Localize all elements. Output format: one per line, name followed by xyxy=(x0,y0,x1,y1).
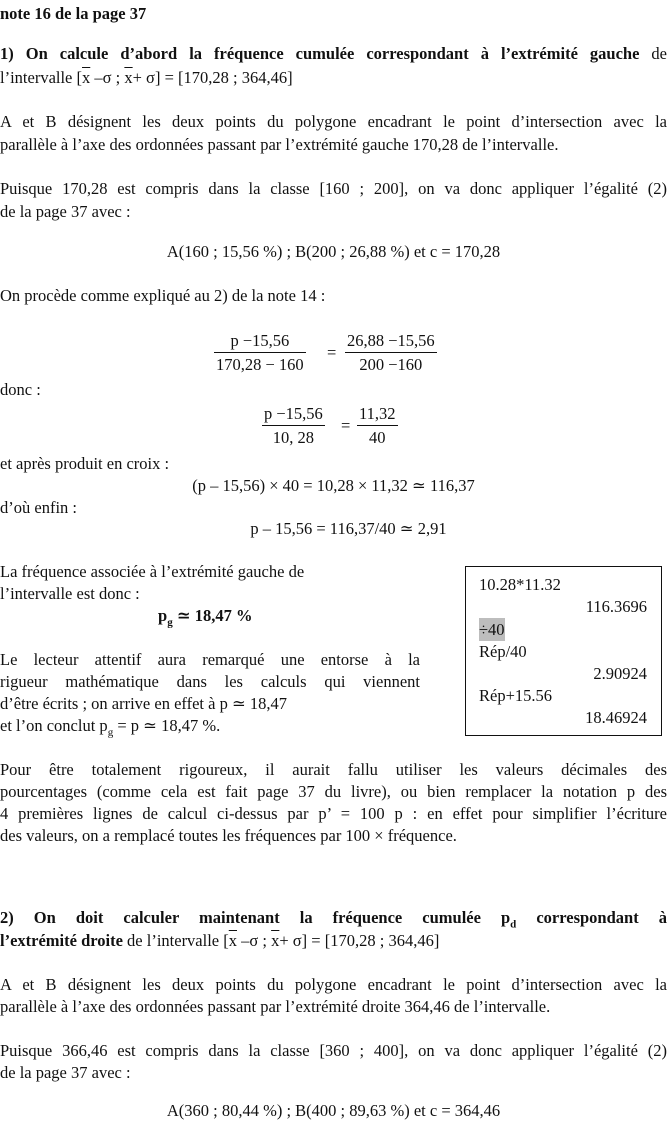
cross-product: (p – 15,56) × 40 = 10,28 × 11,32 ≃ 116,37 xyxy=(192,476,475,495)
lecteur-line1: Le lecteur attentif aura remarqué une entorse à la xyxy=(0,650,420,669)
apres-label: et après produit en croix : xyxy=(0,454,170,473)
section1-para-line2: parallèle à l’axe des ordonnées passant par l’extrémité gauche 170,28 de l’intervalle. xyxy=(0,135,559,154)
page-title: note 16 de la page 37 xyxy=(0,4,147,23)
calc-line1: 10.28*11.32 xyxy=(479,575,561,594)
assoc-line1: La fréquence associée à l’extrémité gauche de xyxy=(0,562,305,581)
section2-heading-line2: l’extrémité droite de l’intervalle [$\overline{x}$ –σ ; $\overline{x}+ \sigma] = [170,28$ ; 364,46] xyxy=(0,931,440,950)
section2-puisque-line1: Puisque 366,46 est compris dans la classe [360 ; 400], on va donc appliquer l’égalité (2) xyxy=(0,1041,667,1060)
lecteur-line2: rigueur mathématique dans les calculs qui viennent xyxy=(0,672,420,691)
final-equation: p – 15,56 = 116,37/40 ≃ 2,91 xyxy=(250,519,447,538)
section2-para-line1: A et B désignent les deux points du polygone encadrant le point d’intersection avec la xyxy=(0,975,667,994)
rigueur-line3: 4 premières lignes de calcul ci-dessus par p’ = 100 p : en effet pour simplifier l’écriture xyxy=(0,804,667,823)
section1-procede: On procède comme expliqué au 2) de la note 14 : xyxy=(0,286,326,305)
calc-line4: Rép/40 xyxy=(479,642,527,661)
dou-label: d’où enfin : xyxy=(0,498,77,517)
section2-heading-line1: 2) On doit calculer maintenant la fréquence cumulée $p_d$ correspondant à xyxy=(0,908,667,931)
equation1-equals: = xyxy=(327,343,337,362)
lecteur-line4: et l’on conclut $p_g = p$ ≃ 18,47 %. xyxy=(0,716,221,739)
calc-line3-highlighted: ÷40 xyxy=(479,620,505,639)
calc-line2: 116.3696 xyxy=(585,597,647,616)
rigueur-line2: pourcentages (comme cela est fait page 37 du livre), ou bien remplacer la notation p des xyxy=(0,782,667,801)
donc-label: donc : xyxy=(0,380,41,399)
section2-para-line2: parallèle à l’axe des ordonnées passant par l’extrémité droite 364,46 de l’intervalle. xyxy=(0,997,551,1016)
calculator-screen xyxy=(465,566,662,736)
equation2-left-fraction: $\frac{p -15,56}{10, 28}$ xyxy=(264,404,323,447)
calc-line7: 18.46924 xyxy=(585,708,647,727)
rigueur-line4: des valeurs, on a remplacé toutes les fréquences par 100 × fréquence. xyxy=(0,826,457,845)
rigueur-line1: Pour être totalement rigoureux, il aurait fallu utiliser les valeurs décimales des xyxy=(0,760,667,779)
section1-puisque-line2: de la page 37 avec : xyxy=(0,202,131,221)
calc-line5: 2.90924 xyxy=(593,664,647,683)
section2-points: A(360 ; 80,44 %) ; B(400 ; 89,63 %) et c = 364,46 xyxy=(166,1101,501,1120)
section2-puisque-line2: de la page 37 avec : xyxy=(0,1063,131,1082)
calc-line6: Rép+15.56 xyxy=(479,686,553,705)
section1-heading-line2: l’intervalle [$\overline{x}$ –σ ; $\overline{x}+ \sigma] = [170,28$ ; 364,46] xyxy=(0,68,293,87)
section1-heading-line1: 1) On calcule d’abord la fréquence cumulée correspondant à l’extrémité gauche de xyxy=(0,44,667,63)
pg-result: $p_g$ ≃ 18,47 % xyxy=(158,606,253,629)
equation2-right-fraction: $\frac{11,32}{40}$ xyxy=(359,404,396,447)
lecteur-line3: d’être écrits ; on arrive en effet à p ≃ 18,47 xyxy=(0,694,288,713)
equation1-right-fraction: $\frac{26,88 -15,56}{200 -160}$ xyxy=(347,331,435,374)
section1-puisque-line1: Puisque 170,28 est compris dans la classe [160 ; 200], on va donc appliquer l’égalité (2) xyxy=(0,179,667,198)
section1-para-line1: A et B désignent les deux points du polygone encadrant le point d’intersection avec la xyxy=(0,112,667,131)
assoc-line2: l’intervalle est donc : xyxy=(0,584,140,603)
equation2-equals: = xyxy=(341,416,351,435)
equation1-left-fraction: $\frac{p -15,56}{170,28 - 160}$ xyxy=(216,331,304,374)
section1-points: A(160 ; 15,56 %) ; B(200 ; 26,88 %) et c = 170,28 xyxy=(166,242,501,261)
